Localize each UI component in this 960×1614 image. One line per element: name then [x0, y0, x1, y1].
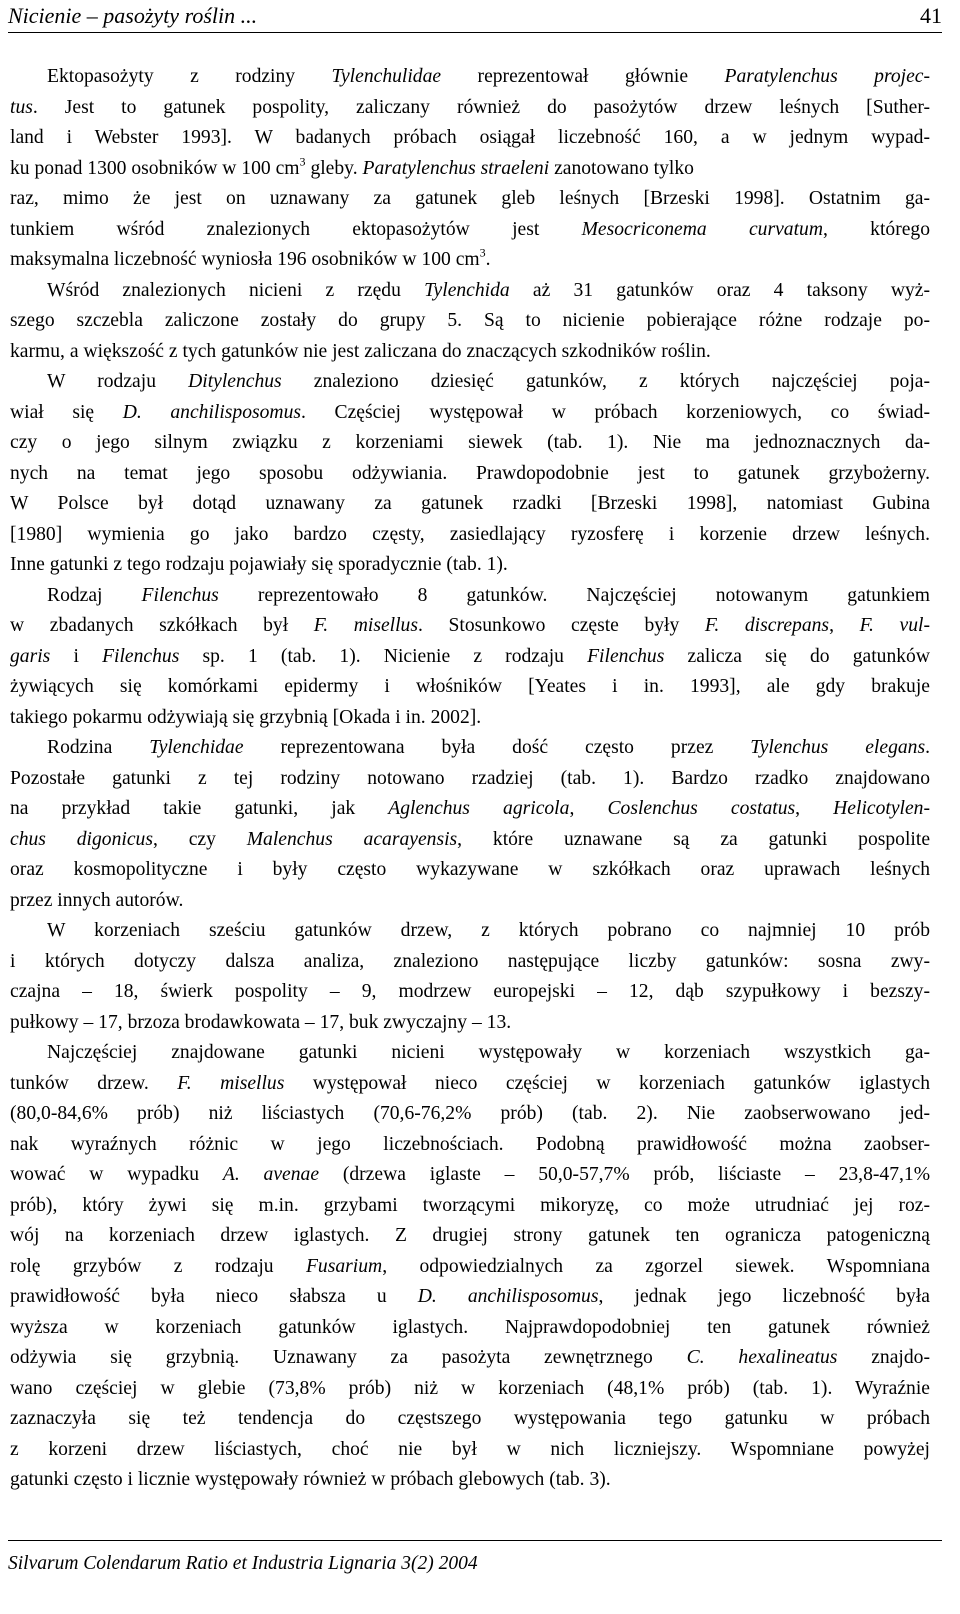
text-line	[10, 154, 930, 185]
text-line	[10, 520, 930, 551]
text-run: i których dotyczy dalsza analiza, znaleziono następujące liczby gatunków: sosna zwy-	[10, 950, 930, 972]
taxon-name: Helicotylen-	[833, 798, 930, 819]
text-line	[10, 1130, 930, 1161]
text-run: prawidłowość była nieco słabsza u	[10, 1286, 418, 1307]
taxon-name: F. vul-	[859, 615, 930, 636]
taxon-name: Tylenchulidae	[331, 66, 442, 87]
text-run: .	[485, 249, 491, 270]
text-run: gatunki często i licznie występowały również w próbach glebowych (tab. 3).	[10, 1469, 611, 1490]
text-line	[10, 276, 930, 307]
text-run: zalicza się do gatunków	[664, 645, 930, 667]
text-line	[10, 1191, 930, 1222]
text-line	[10, 306, 930, 337]
page-number: 41	[920, 3, 942, 28]
text-run: Ektopasożyty z rodziny	[47, 66, 332, 87]
text-run: odżywia się grzybnią. Uznawany za pasożyta zewnętrznego	[10, 1347, 687, 1368]
text-run: , czy	[152, 828, 247, 850]
text-run: reprezentował głównie	[441, 66, 725, 87]
page-header	[8, 2, 942, 33]
taxon-name: F. misellus	[177, 1072, 285, 1094]
text-line	[10, 1069, 930, 1100]
text-run: W Polsce był dotąd uznawany za gatunek rzadki [Brzeski 1998], natomiast Gubina	[10, 493, 930, 514]
text-run: takiego pokarmu odżywiają się grzybnią [Okada i in. 2002].	[10, 706, 482, 728]
taxon-name: Paratylenchus straeleni	[362, 157, 550, 179]
text-run: .	[925, 737, 930, 758]
taxon-name: Filenchus	[587, 645, 665, 667]
text-line	[10, 611, 930, 642]
text-run: maksymalna liczebność wyniosła 196 osobników w 100 cm	[10, 249, 480, 270]
text-line	[10, 642, 930, 673]
text-run: , którego	[822, 218, 931, 240]
text-line	[10, 459, 930, 490]
text-run: [1980] wymienia go jako bardzo częsty, zasiedlający ryzosferę i korzenie drzew leśnych.	[10, 523, 930, 545]
text-run: , które uznawane są za gatunki pospolite	[457, 828, 931, 850]
text-run: Wśród znalezionych nicieni z rzędu	[47, 279, 425, 301]
text-run: żywiących się komórkami epidermy i włośników [Yeates i in. 1993], ale gdy brakuje	[10, 676, 930, 697]
text-line	[10, 1221, 930, 1252]
text-run: wano częściej w glebie (73,8% prób) niż w korzeniach (48,1% prób) (tab. 1). Wyraźnie	[10, 1377, 930, 1399]
text-run: czy o jego silnym związku z korzeniami siewek (tab. 1). Nie ma jednoznacznych da-	[10, 432, 930, 453]
text-run: (drzewa iglaste – 50,0-57,7% prób, liściaste – 23,8-47,1%	[319, 1164, 931, 1185]
taxon-name: Paratylenchus projec-	[724, 66, 930, 87]
text-line	[10, 245, 930, 276]
text-line	[10, 703, 930, 734]
text-line	[10, 764, 930, 795]
text-run: tunkiem wśród znalezionych ektopasożytów jest	[10, 218, 582, 240]
text-run: W rodzaju	[47, 371, 189, 392]
taxon-name: Ditylenchus	[188, 371, 282, 392]
text-run: , odpowiedzialnych za zgorzel siewek. Wspomniana	[382, 1255, 930, 1277]
text-run: sp. 1 (tab. 1). Nicienie z rodzaju	[179, 645, 588, 667]
taxon-name: Filenchus	[102, 645, 180, 667]
taxon-name: Coslenchus costatus	[607, 798, 796, 819]
text-line	[10, 916, 930, 947]
body-text	[10, 62, 930, 1496]
text-run: . Stosunkowo częste były	[417, 615, 705, 636]
text-run: szego szczebla zaliczone zostały do grupy 5. Są to nicienie pobierające różne rodzaje po-	[10, 310, 930, 331]
taxon-name: chus digonicus	[10, 828, 153, 850]
taxon-name: Tylenchida	[424, 279, 510, 301]
journal-citation: Silvarum Colendarum Ratio et Industria Lignaria 3(2) 2004	[8, 1553, 478, 1574]
text-line	[10, 1099, 930, 1130]
text-line	[10, 398, 930, 429]
text-run: karmu, a większość z tych gatunków nie jest zaliczana do znaczących szkodników roślin.	[10, 340, 711, 362]
text-line	[10, 672, 930, 703]
text-line	[10, 733, 930, 764]
text-run: czajna – 18, świerk pospolity – 9, modrzew europejski – 12, dąb szypułkowy i bezszy-	[10, 981, 930, 1002]
text-run: znajdo-	[837, 1347, 930, 1368]
text-run: tunków drzew.	[10, 1072, 178, 1094]
text-line	[10, 855, 930, 886]
text-line	[10, 1435, 930, 1466]
text-line	[10, 550, 930, 581]
running-title: Nicienie – pasożyty roślin ...	[8, 3, 258, 28]
text-line	[10, 184, 930, 215]
superscript: 3	[299, 154, 306, 169]
taxon-name: F. misellus	[313, 615, 418, 636]
text-run: nak wyraźnych różnic w jego liczebnościach. Podobną prawidłowość można zaobser-	[10, 1133, 930, 1155]
text-run: ,	[795, 798, 834, 819]
taxon-name: Tylenchidae	[149, 737, 244, 758]
taxon-name: Mesocriconema curvatum	[581, 218, 823, 240]
text-line	[10, 1404, 930, 1435]
text-run: rolę grzybów z rodzaju	[10, 1255, 306, 1277]
text-line	[10, 1343, 930, 1374]
text-line	[10, 1252, 930, 1283]
superscript: 3	[479, 245, 486, 260]
text-run: ku ponad 1300 osobników w 100 cm	[10, 157, 300, 179]
text-run: Pozostałe gatunki z tej rodziny notowano rzadziej (tab. 1). Bardzo rzadko znajdowano	[10, 767, 930, 789]
text-run: z korzeni drzew liściastych, choć nie był w nich liczniejszy. Wspomniane powyżej	[10, 1438, 930, 1460]
text-run: ,	[829, 615, 860, 636]
text-run: reprezentowało 8 gatunków. Najczęściej notowanym gatunkiem	[218, 584, 930, 606]
taxon-name: C. hexalineatus	[686, 1347, 838, 1368]
text-line	[10, 367, 930, 398]
text-run: Najczęściej znajdowane gatunki nicieni występowały w korzeniach wszystkich ga-	[47, 1042, 930, 1063]
text-run: na przykład takie gatunki, jak	[10, 798, 389, 819]
text-run: wyższa w korzeniach gatunków iglastych. Najprawdopodobniej ten gatunek również	[10, 1316, 930, 1338]
text-run: Inne gatunki z tego rodzaju pojawiały się sporadycznie (tab. 1).	[10, 554, 508, 575]
text-line	[10, 1374, 930, 1405]
taxon-name: D. anchilisposomus	[122, 401, 302, 423]
text-run: wój na korzeniach drzew iglastych. Z drugiej strony gatunek ten ogranicza patogeniczną	[10, 1225, 930, 1246]
text-run: land i Webster 1993]. W badanych próbach osiągał liczebność 160, a w jednym wypad-	[10, 127, 930, 148]
taxon-name: tus	[10, 96, 33, 118]
text-run: (80,0-84,6% prób) niż liściastych (70,6-76,2% prób) (tab. 2). Nie zaobserwowano jed-	[10, 1103, 930, 1124]
taxon-name: Aglenchus agricola	[388, 798, 570, 819]
text-line	[10, 489, 930, 520]
text-run: wować w wypadku	[10, 1164, 223, 1185]
text-run: w zbadanych szkółkach był	[10, 615, 314, 636]
text-run: i	[50, 645, 103, 667]
text-run: oraz kosmopolityczne i były często wykazywane w szkółkach oraz uprawach leśnych	[10, 859, 930, 880]
taxon-name: D. anchilisposomus	[417, 1286, 599, 1307]
text-run: przez innych autorów.	[10, 889, 184, 911]
text-run: Rodzaj	[47, 584, 142, 606]
text-run: prób), który żywi się m.in. grzybami tworzącymi mikoryzę, co może utrudniać jej roz-	[10, 1194, 930, 1216]
text-run: reprezentowana była dość często przez	[243, 737, 751, 758]
text-line	[10, 1160, 930, 1191]
text-run: wiał się	[10, 401, 123, 423]
text-line	[10, 1038, 930, 1069]
text-run: aż 31 gatunków oraz 4 taksony wyż-	[509, 279, 930, 301]
text-line	[10, 62, 930, 93]
text-line	[10, 337, 930, 368]
text-run: zaznaczyła się też tendencja do częstszego występowania tego gatunku w próbach	[10, 1408, 930, 1429]
taxon-name: Fusarium	[305, 1255, 383, 1277]
text-line	[10, 794, 930, 825]
text-run: zanotowano tylko	[549, 157, 694, 179]
page-footer	[8, 1540, 942, 1575]
text-line	[10, 428, 930, 459]
taxon-name: F. discrepans	[704, 615, 830, 636]
text-line	[10, 1465, 930, 1496]
text-line	[10, 1313, 930, 1344]
text-run: W korzeniach sześciu gatunków drzew, z których pobrano co najmniej 10 prób	[47, 920, 930, 941]
taxon-name: Malenchus acarayensis	[246, 828, 458, 850]
taxon-name: garis	[10, 645, 51, 667]
text-run: . Częściej występował w próbach korzeniowych, co świad-	[301, 401, 930, 423]
text-run: pułkowy – 17, brzoza brodawkowata – 17, buk zwyczajny – 13.	[10, 1011, 512, 1033]
text-run: . Jest to gatunek pospolity, zaliczany również do pasożytów drzew leśnych [Suther-	[32, 96, 930, 118]
text-run: występował nieco częściej w korzeniach gatunków iglastych	[284, 1072, 931, 1094]
text-run: znaleziono dziesięć gatunków, z których najczęściej poja-	[281, 371, 930, 392]
text-run: gleby.	[305, 157, 363, 179]
text-run: Rodzina	[47, 737, 150, 758]
text-line	[10, 215, 930, 246]
text-line	[10, 825, 930, 856]
taxon-name: A. avenae	[222, 1164, 320, 1185]
text-run: raz, mimo że jest on uznawany za gatunek gleb leśnych [Brzeski 1998]. Ostatnim ga-	[10, 188, 930, 209]
text-line	[10, 123, 930, 154]
text-run: , jednak jego liczebność była	[598, 1286, 930, 1307]
text-run: nych na temat jego sposobu odżywiania. Prawdopodobnie jest to gatunek grzybożerny.	[10, 462, 930, 484]
text-line	[10, 886, 930, 917]
text-line	[10, 977, 930, 1008]
taxon-name: Tylenchus elegans	[750, 737, 926, 758]
text-line	[10, 93, 930, 124]
text-line	[10, 581, 930, 612]
taxon-name: Filenchus	[141, 584, 219, 606]
text-line	[10, 1008, 930, 1039]
text-run: ,	[569, 798, 608, 819]
text-line	[10, 947, 930, 978]
text-line	[10, 1282, 930, 1313]
